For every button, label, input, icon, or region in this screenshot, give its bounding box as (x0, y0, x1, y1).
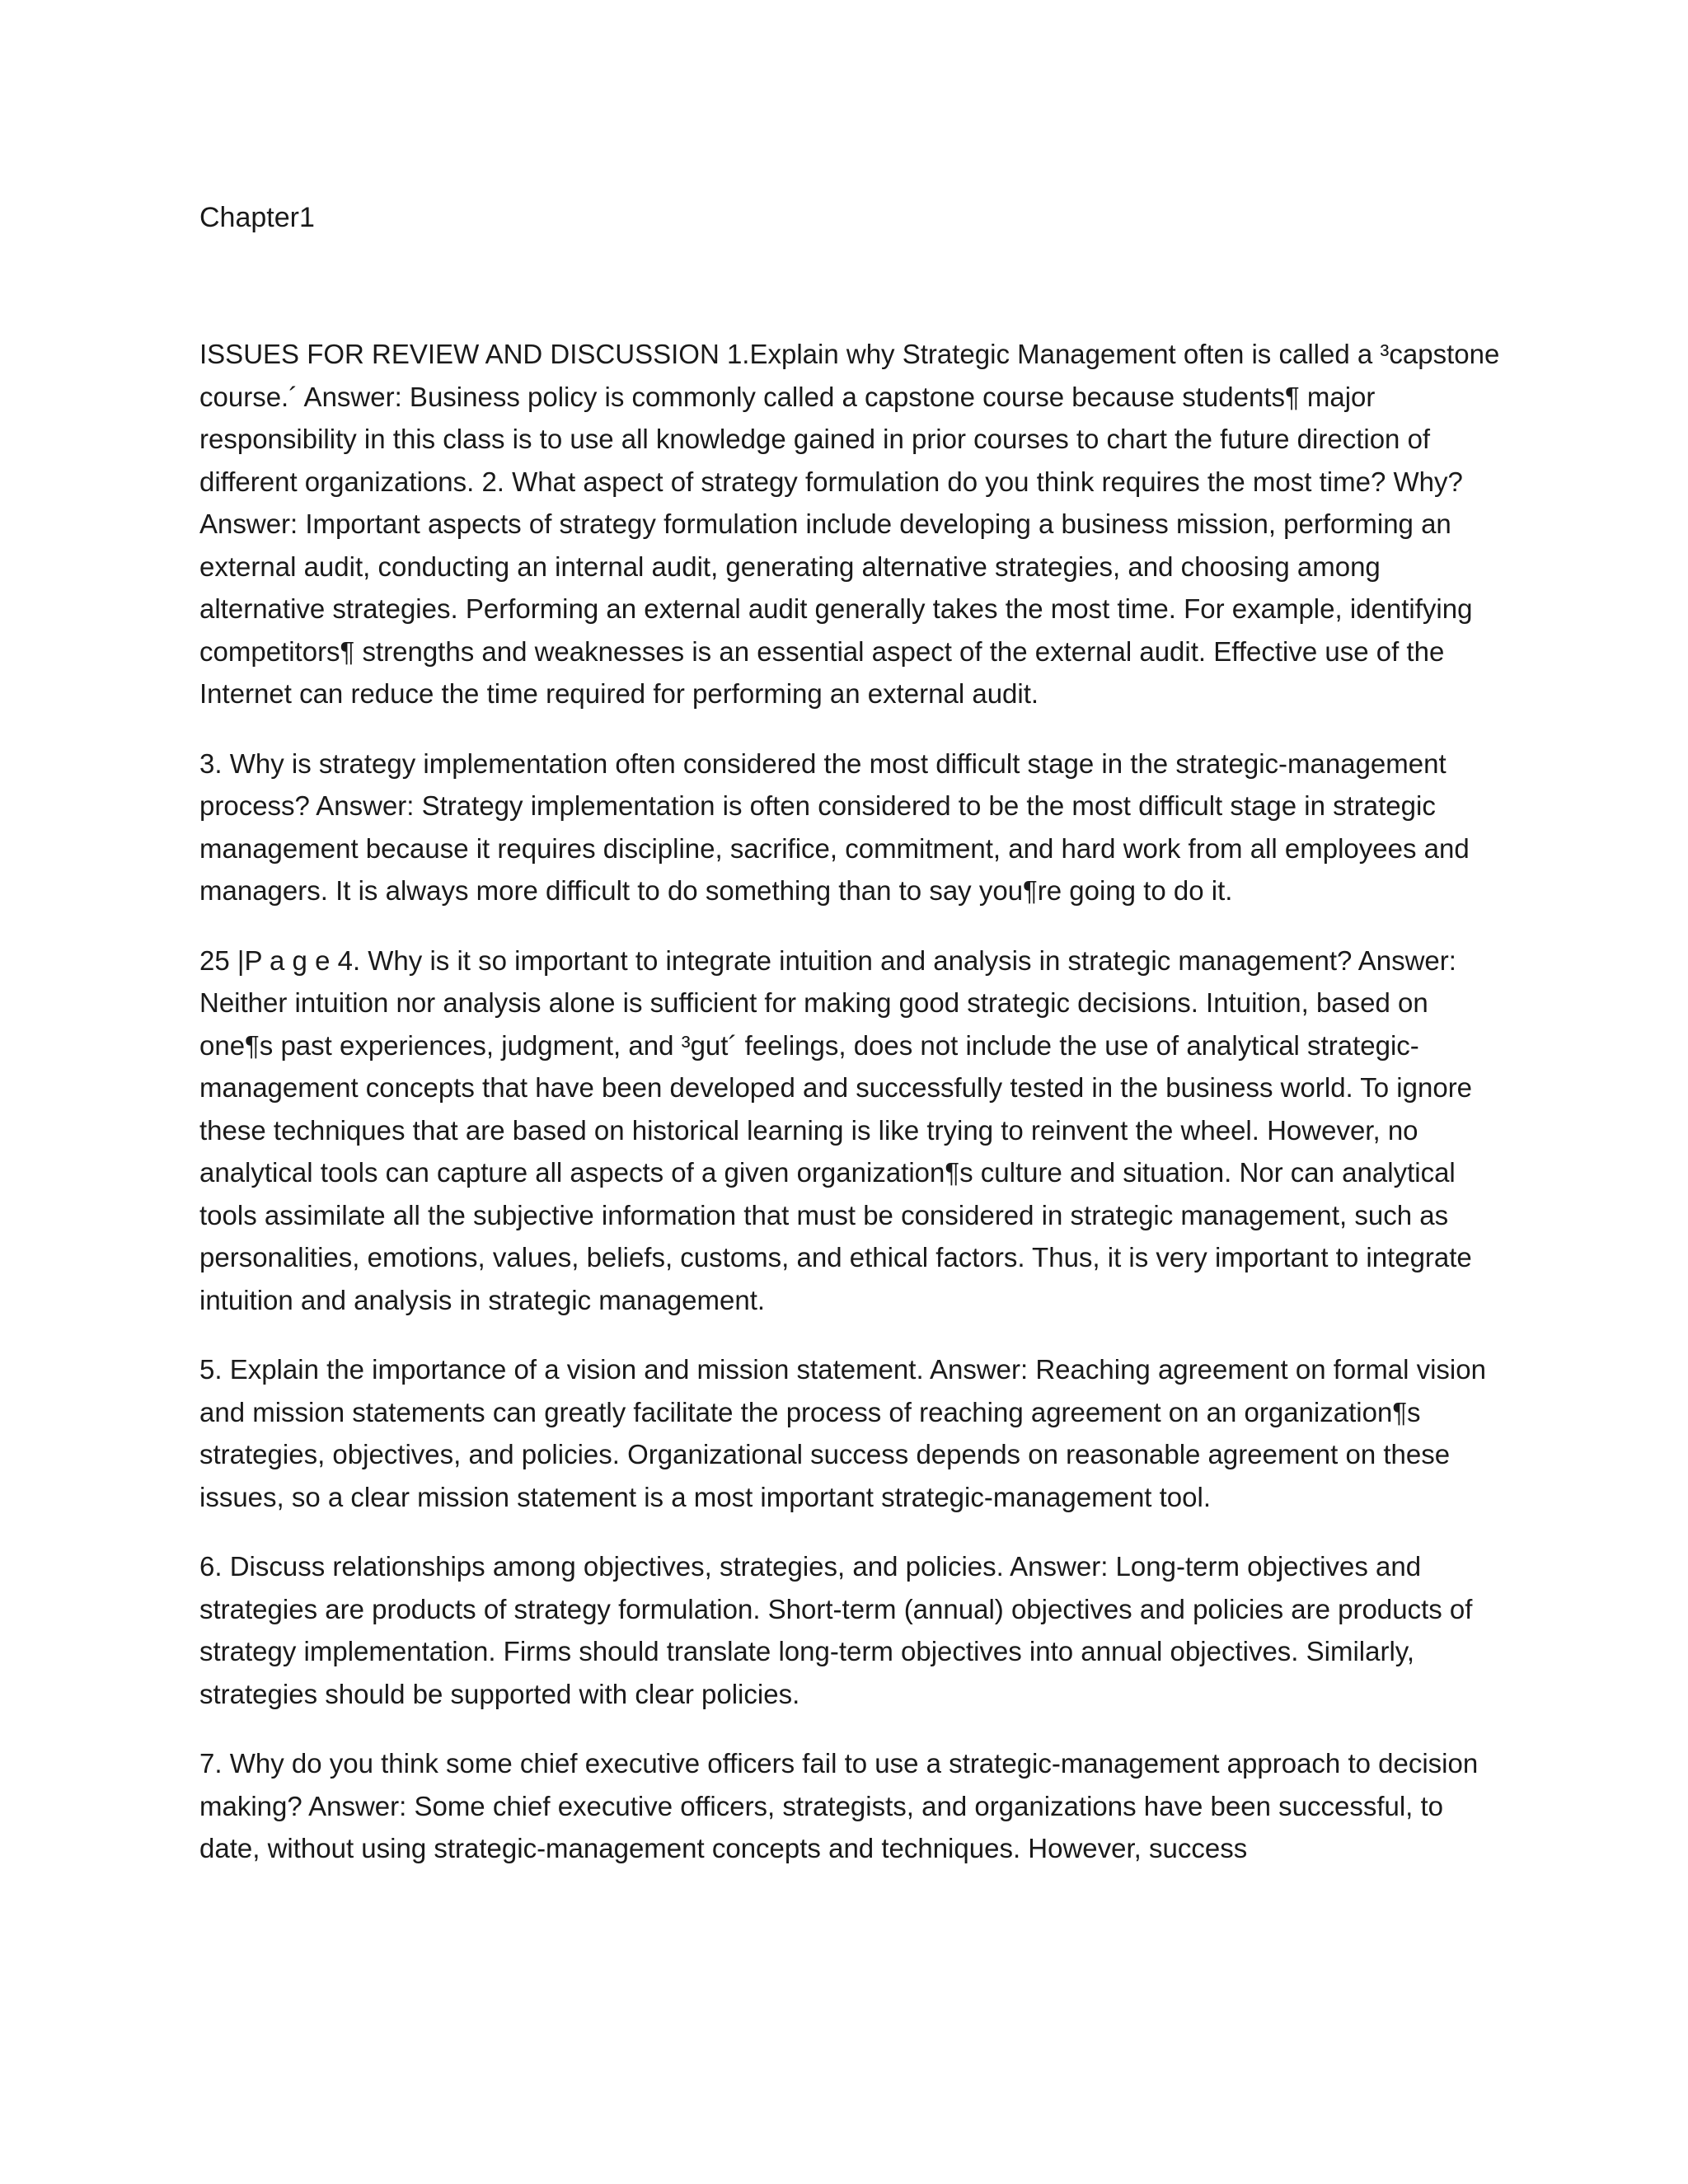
paragraph-issue-7: 7. Why do you think some chief executive officers fail to use a strategic-management approach to decision making? Answer: Some chief executive officers, strategists, and organizations have been successful, to date, without using strategic-management concepts and techniques. However, success (199, 1748, 1479, 1863)
paragraph-issue-5: 5. Explain the importance of a vision and mission statement. Answer: Reaching agreement on formal vision and mission statements can greatly facilitate the process of reaching agreement on an organization¶s strategies, objectives, and policies. Organizational success depends on reasonable agreement on these issues, so a clear mission statement is a most important strategic-management tool. (199, 1354, 1486, 1512)
document-body (199, 333, 1502, 1897)
chapter-title: Chapter1 (199, 202, 315, 233)
paragraph-issue-3: 3. Why is strategy implementation often considered the most difficult stage in the strategic-management process? Answer: Strategy implementation is often considered to be the most difficult stage in strategic management because it requires discipline, sacrifice, commitment, and hard work from all employees and managers. It is always more difficult to do something than to say you¶re going to do it. (199, 748, 1470, 906)
paragraph-issues-1-2: ISSUES FOR REVIEW AND DISCUSSION 1.Explain why Strategic Management often is called a ³capstone course.´ Answer: Business policy is commonly called a capstone course because students¶ major responsibility in this class is to use all knowledge gained in prior courses to chart the future direction of different organizations. 2. What aspect of strategy formulation do you think requires the most time? Why? Answer: Important aspects of strategy formulation include developing a business mission, performing an external audit, conducting an internal audit, generating alternative strategies, and choosing among alternative strategies. Performing an external audit generally takes the most time. For example, identifying competitors¶ strengths and weaknesses is an essential aspect of the external audit. Effective use of the Internet can reduce the time required for performing an external audit. (199, 339, 1500, 709)
paragraph-issue-6: 6. Discuss relationships among objectives, strategies, and policies. Answer: Long-term objectives and strategies are products of strategy formulation. Short-term (annual) objectives and policies are products of strategy implementation. Firms should translate long-term objectives into annual objectives. Similarly, strategies should be supported with clear policies. (199, 1551, 1473, 1709)
paragraph-issue-4: 25 |P a g e 4. Why is it so important to integrate intuition and analysis in strategic management? Answer: Neither intuition nor analysis alone is sufficient for making good strategic decisions. Intuition, based on one¶s past experiences, judgment, and ³gut´ feelings, does not include the use of analytical strategic-management concepts that have been developed and successfully tested in the business world. To ignore these techniques that are based on historical learning is like trying to reinvent the wheel. However, no analytical tools can capture all aspects of a given organization¶s culture and situation. Nor can analytical tools assimilate all the subjective information that must be considered in strategic management, such as personalities, emotions, values, beliefs, customs, and ethical factors. Thus, it is very important to integrate intuition and analysis in strategic management. (199, 944, 1473, 1315)
